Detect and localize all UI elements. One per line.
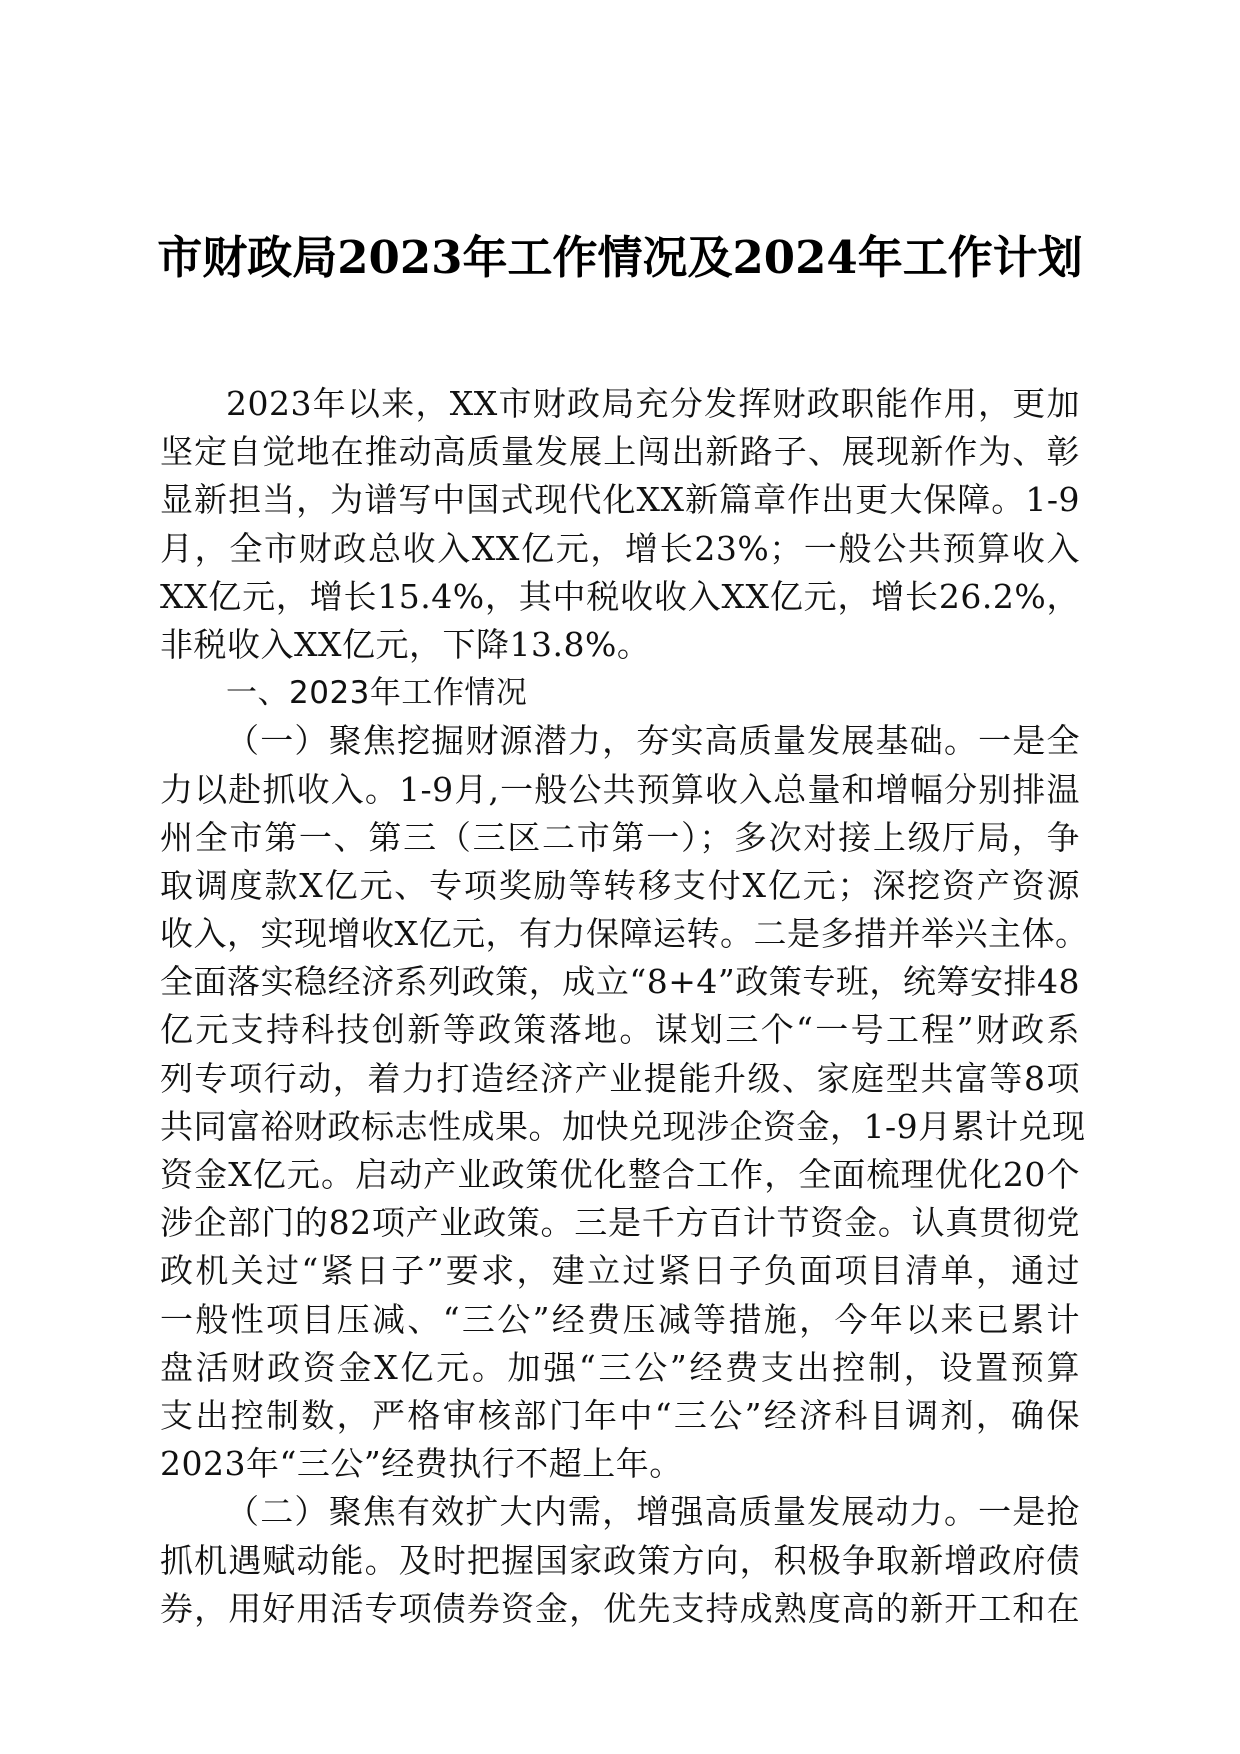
paragraph-line: 全面落实稳经济系列政策，成立“8+4”政策专班，统筹安排48 — [160, 962, 1080, 1002]
paragraph-line: 盘活财政资金X亿元。加强“三公”经费支出控制，设置预算 — [160, 1347, 1080, 1387]
paragraph-line: 显新担当，为谱写中国式现代化XX新篇章作出更大保障。1-9 — [160, 480, 1080, 520]
paragraph-line: 亿元支持科技创新等政策落地。谋划三个“一号工程”财政系 — [160, 1010, 1080, 1050]
paragraph-line: 共同富裕财政标志性成果。加快兑现涉企资金，1-9月累计兑现 — [160, 1106, 1086, 1146]
paragraph-line: 2023年以来，XX市财政局充分发挥财政职能作用，更加 — [226, 384, 1080, 423]
document-title: 市财政局2023年工作情况及2024年工作计划 — [157, 231, 1083, 284]
paragraph-line: 列专项行动，着力打造经济产业提能升级、家庭型共富等8项 — [160, 1058, 1080, 1098]
paragraph-line: （一）聚焦挖掘财源潜力，夯实高质量发展基础。一是全 — [226, 721, 1080, 761]
paragraph-line: 一般性项目压减、“三公”经费压减等措施，今年以来已累计 — [160, 1299, 1080, 1339]
paragraph-line: （二）聚焦有效扩大内需，增强高质量发展动力。一是抢 — [226, 1492, 1080, 1532]
paragraph-line: 券，用好用活专项债券资金，优先支持成熟度高的新开工和在 — [160, 1588, 1080, 1628]
paragraph-line: 月，全市财政总收入XX亿元，增长23%；一般公共预算收入 — [160, 528, 1080, 568]
paragraph-line: 抓机遇赋动能。及时把握国家政策方向，积极争取新增政府债 — [160, 1540, 1080, 1580]
section-heading: 一、2023年工作情况 — [226, 675, 528, 712]
paragraph-line: 取调度款X亿元、专项奖励等转移支付X亿元；深挖资产资源 — [160, 865, 1080, 905]
paragraph-line: 坚定自觉地在推动高质量发展上闯出新路子、展现新作为、彰 — [160, 432, 1080, 472]
paragraph-line: 非税收入XX亿元，下降13.8%。 — [160, 624, 651, 664]
paragraph-line: 支出控制数，严格审核部门年中“三公”经济科目调剂，确保 — [160, 1395, 1080, 1435]
paragraph-line: 州全市第一、第三（三区二市第一）；多次对接上级厅局，争 — [160, 817, 1080, 857]
paragraph-line: 资金X亿元。启动产业政策优化整合工作，全面梳理优化20个 — [160, 1155, 1080, 1194]
paragraph-line: 政机关过“紧日子”要求，建立过紧日子负面项目清单，通过 — [160, 1251, 1080, 1291]
paragraph-line: 2023年“三公”经费执行不超上年。 — [160, 1444, 683, 1484]
paragraph-line: 力以赴抓收入。1-9月,一般公共预算收入总量和增幅分别排温 — [160, 769, 1080, 809]
paragraph-line: 涉企部门的82项产业政策。三是千方百计节资金。认真贯彻党 — [160, 1203, 1080, 1243]
document-body — [160, 380, 1089, 1633]
paragraph-line: XX亿元，增长15.4%，其中税收收入XX亿元，增长26.2%， — [160, 576, 1080, 616]
paragraph-line: 收入，实现增收X亿元，有力保障运转。二是多措并举兴主体。 — [160, 914, 1089, 954]
